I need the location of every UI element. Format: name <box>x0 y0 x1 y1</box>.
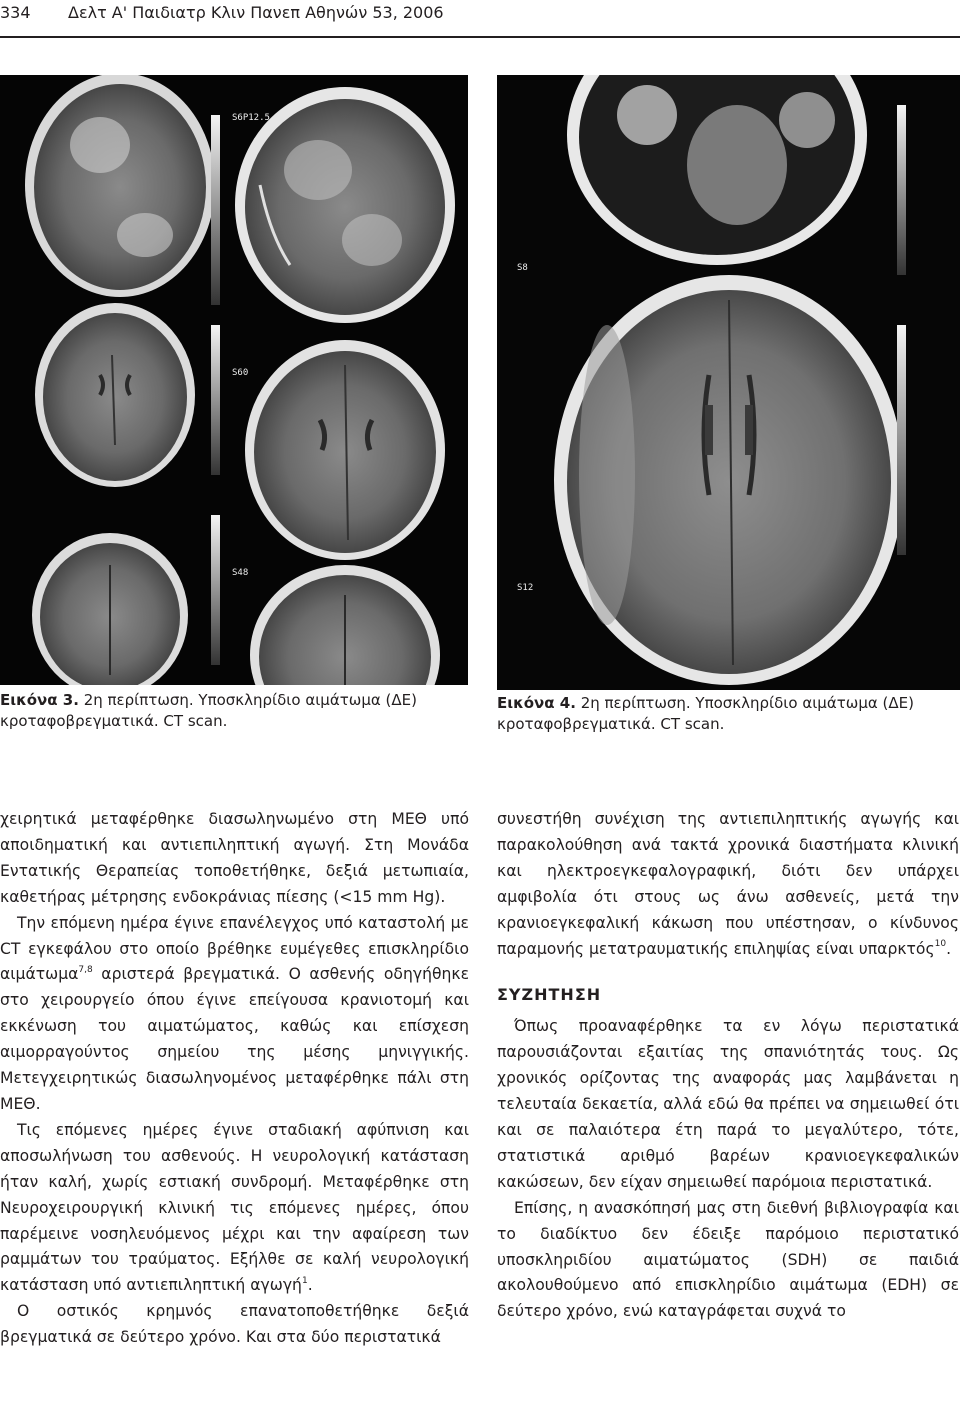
paragraph <box>497 1014 959 1195</box>
ct-slice-left-top <box>25 75 215 297</box>
paragraph <box>497 1196 959 1326</box>
figure-3-caption-text: 2η περίπτωση. Υποσκληρίδιο αιμάτωμα (ΔΕ) κροταφοβρεγματικά. CT scan. <box>0 691 417 730</box>
figure-3-ct-scan <box>0 75 468 685</box>
running-header <box>0 0 960 40</box>
figure-4-caption <box>497 693 960 735</box>
ct-slice-right-mid <box>245 340 445 560</box>
paragraph <box>0 1118 469 1299</box>
scan-label: S12 <box>517 583 534 593</box>
scan-label: S60 <box>232 368 249 378</box>
paragraph-text: χειρητικά μεταφέρθηκε διασωληνωμένο στη ΜΕΘ υπό αποιδηματική και αντιεπιληπτική αγωγή. Στη Μονάδα Εντατικής Θεραπείας τοποθετήθηκε, δεξιά μετωπιαία, καθετήρας μέτρησης ενδοκράνιας πίεσης (<15 mm Hg). <box>0 810 469 906</box>
paragraph-text: . <box>946 939 952 958</box>
figure-4-image <box>497 75 960 690</box>
paragraph <box>0 911 469 1118</box>
figure-3-image <box>0 75 468 685</box>
paragraph <box>497 807 959 962</box>
paragraph <box>0 1299 469 1351</box>
ct-slice-main <box>554 275 904 685</box>
header-rule <box>0 36 960 38</box>
scan-label: S48 <box>232 568 249 578</box>
intensity-scale-bar <box>211 115 220 305</box>
paragraph-text: συνεστήθη συνέχιση της αντιεπιληπτικής αγωγής και παρακολούθηση ανά τακτά χρονικά διαστήματα κλινική και ηλεκτροεγκεφαλογραφική, διότι δεν υπάρχει αμφιβολία ότι στους ως άνω ασθενείς, μετά την κρανιοεγκεφαλική κάκωση που υπέστησαν, ο κίνδυνος παραμονής μετατραυματικής επιληψίας είναι υπαρκτός <box>497 810 959 958</box>
paragraph-text: Τις επόμενες ημέρες έγινε σταδιακή αφύπνιση και αποσωλήνωση του ασθενούς. Η νευρολογική κατάσταση ήταν καλή, χωρίς εστιακή συνδρομή. Μεταφέρθηκε στη Νευροχειρουργική κλινική τις επόμενες ημέρες, όπου παρέμεινε νοσηλευόμενος μέχρι και την αφαίρεση των ραμμάτων του τραύματος. Εξήλθε σε καλή νευρολογική κατάσταση υπό αντιεπιληπτική αγωγή <box>0 1120 469 1295</box>
paragraph-text: αριστερά βρεγματικά. Ο ασθενής οδηγήθηκε στο χειρουργείο όπου έγινε επείγουσα κρανιοτομή και εκκένωση του αιματώματος, καθώς και επίσχεση αιμορραγούντος σημείου της μέσης μηνιγγικής. Μετεγχειρητικώς διασωληνομένος μεταφέρθηκε πάλι στη ΜΕΘ. <box>0 965 469 1113</box>
intensity-scale-bar <box>897 325 906 555</box>
figure-4-label: Εικόνα 4. <box>497 694 576 712</box>
paragraph-text: Την επόμενη ημέρα έγινε επανέλεγχος υπό καταστολή με CT εγκεφάλου στο οποίο βρέθηκε ευμέγεθες επισκληρίδιο αιμάτωμα <box>0 913 469 984</box>
page-number: 334 <box>0 3 31 22</box>
figure-4-ct-scan <box>497 75 960 690</box>
paragraph-text: Επίσης, η ανασκόπησή μας στη διεθνή βιβλιογραφία και το διαδίκτυο δεν έδειξε παρόμοιο περιστατικό υποσκληριδίου αιματώματος (SDH) σε παιδιά ακολουθούμενο από επισκληρίδιο αιμάτωμα (EDH) σε δεύτερο χρόνο, ενώ καταγράφεται συχνά το <box>497 1198 959 1321</box>
paragraph-text: . <box>307 1276 313 1295</box>
intensity-scale-bar <box>897 105 906 275</box>
paragraph <box>0 807 469 911</box>
ct-slice-left-mid <box>35 303 195 487</box>
text-column-right <box>497 807 959 1325</box>
citation-superscript: 10 <box>934 939 947 950</box>
scan-label: S6P12.5 <box>232 113 270 123</box>
figure-4-caption-text: 2η περίπτωση. Υποσκληρίδιο αιμάτωμα (ΔΕ) κροταφοβρεγματικά. CT scan. <box>497 694 914 733</box>
paragraph-text: Όπως προαναφέρθηκε τα εν λόγω περιστατικά παρουσιάζονται εξαιτίας της σπανιότητάς τους. Ως χρονικός ορίζοντας της αναφοράς μας λαμβάνεται η τελευταία δεκαετία, αλλά εδώ θα πρέπει να σημειωθεί ότι και σε παλαιότερα έτη παρά το μεγαλύτερο, τότε, στατιστικά αριθμό βαρέων κρανιοεγκεφαλικών κακώσεων, δεν είχαν σημειωθεί παρόμοια περιστατικά. <box>497 1017 959 1191</box>
intensity-scale-bar <box>211 325 220 475</box>
citation-superscript: 1 <box>301 1276 308 1287</box>
intensity-scale-bar <box>211 515 220 665</box>
text-column-left <box>0 807 469 1351</box>
section-heading: ΣΥΖΗΤΗΣΗ <box>497 985 602 1005</box>
journal-title: Δελτ Α' Παιδιατρ Κλιν Πανεπ Αθηνών 53, 2006 <box>68 3 444 22</box>
figure-3-label: Εικόνα 3. <box>0 691 79 709</box>
scan-label: S8 <box>517 263 528 273</box>
citation-superscript: 7,8 <box>78 965 93 976</box>
paragraph-text: Ο οστικός κρημνός επανατοποθετήθηκε δεξιά βρεγματικά σε δεύτερο χρόνο. Και στα δύο περιστατικά <box>0 1302 469 1347</box>
figure-3-caption <box>0 690 470 732</box>
